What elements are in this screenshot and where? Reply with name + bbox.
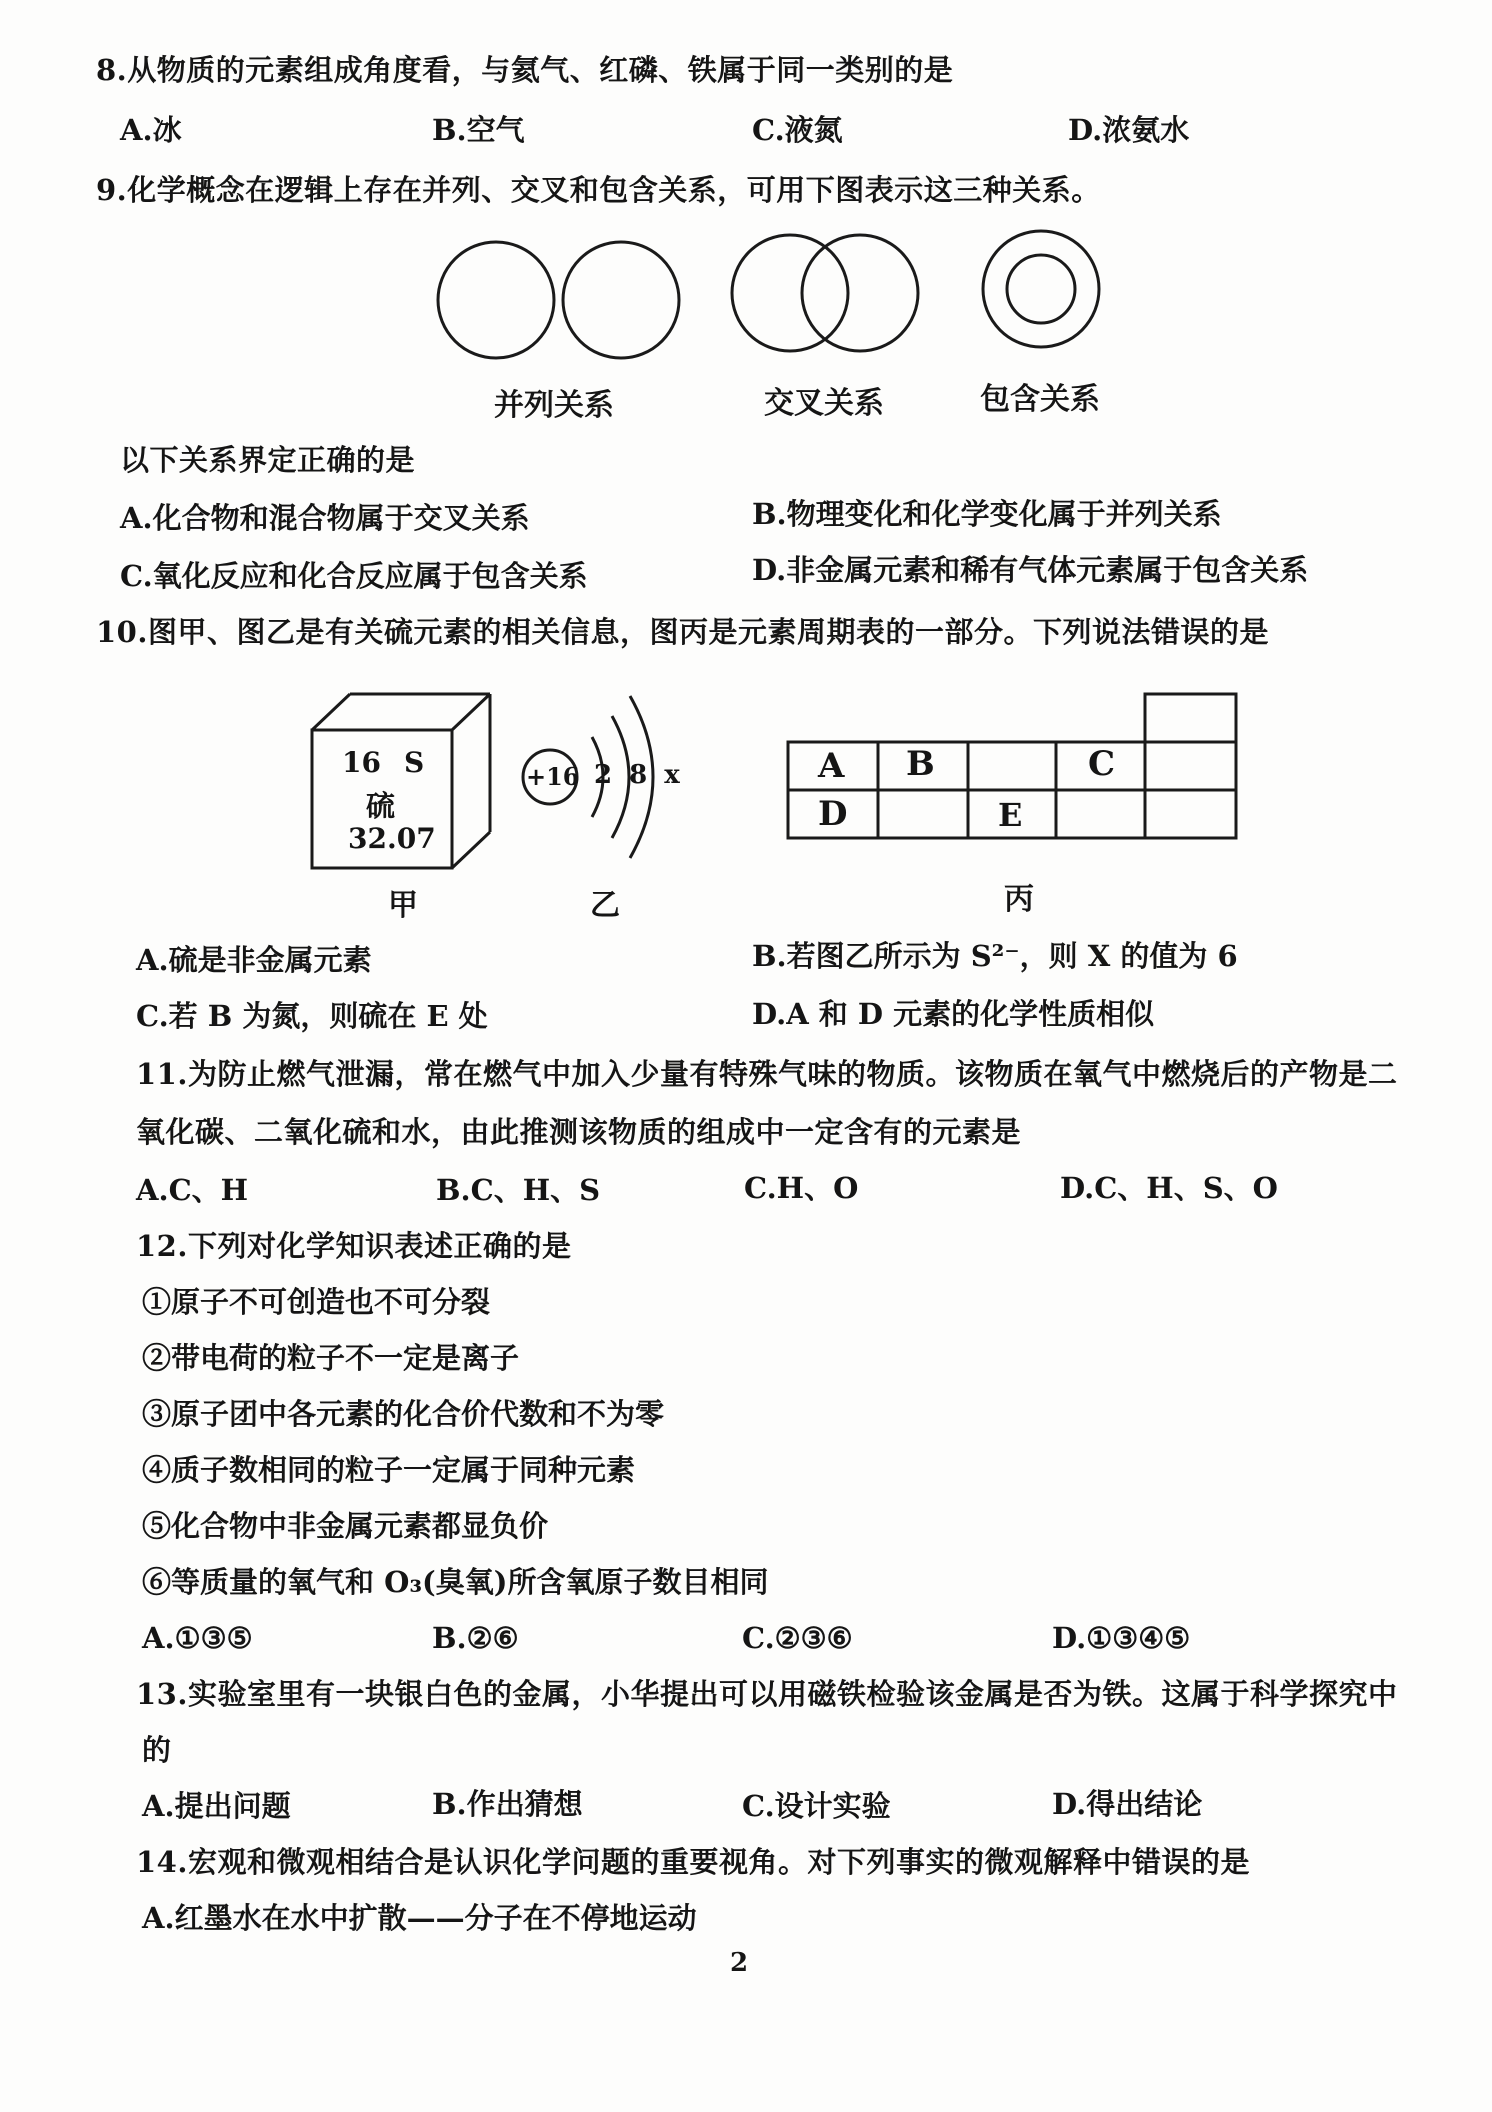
q9-option-b: B.物理变化和化学变化属于并列关系 [752, 497, 1222, 531]
element-mass: 32.07 [348, 822, 436, 855]
q12-statement-5: ⑤化合物中非金属元素都显负价 [142, 1509, 549, 1543]
figure-label-yi: 乙 [590, 888, 620, 923]
q8-option-c: C.液氮 [752, 113, 843, 147]
cell-e: E [998, 796, 1023, 834]
q8-stem: 8.从物质的元素组成角度看，与氦气、红磷、铁属于同一类别的是 [96, 53, 954, 87]
contain-circle-inner [1007, 255, 1075, 323]
q10-option-a: A.硫是非金属元素 [136, 943, 372, 977]
q14-option-a: A.红墨水在水中扩散——分子在不停地运动 [142, 1901, 697, 1935]
q9-option-a: A.化合物和混合物属于交叉关系 [120, 501, 530, 535]
q9-prompt: 以下关系界定正确的是 [120, 443, 416, 477]
q11-option-c: C.H、O [744, 1171, 859, 1205]
intersect-circle-left [732, 235, 848, 351]
figure-label-bing: 丙 [1004, 882, 1034, 917]
parallel-circle-left [438, 242, 554, 358]
intersect-circle-right [802, 235, 918, 351]
q9-option-d: D.非金属元素和稀有气体元素属于包含关系 [752, 553, 1309, 587]
q10-option-c: C.若 B 为氮，则硫在 E 处 [136, 999, 488, 1033]
q13-stem-line1: 13.实验室里有一块银白色的金属，小华提出可以用磁铁检验该金属是否为铁。这属于科学探究中 [136, 1677, 1398, 1711]
label-contain: 包含关系 [980, 382, 1100, 417]
label-parallel: 并列关系 [494, 388, 614, 423]
element-number: 16 [342, 746, 381, 779]
element-name: 硫 [366, 789, 396, 823]
q13-option-d: D.得出结论 [1052, 1787, 1203, 1821]
contain-circle-outer [983, 231, 1099, 347]
q11-option-d: D.C、H、S、O [1060, 1171, 1278, 1205]
q8-option-b: B.空气 [432, 113, 525, 147]
q12-option-b: B.②⑥ [432, 1621, 519, 1655]
q10-option-d: D.A 和 D 元素的化学性质相似 [752, 997, 1155, 1031]
parallel-circle-right [563, 242, 679, 358]
q12-statement-2: ②带电荷的粒子不一定是离子 [142, 1341, 520, 1375]
q12-statement-4: ④质子数相同的粒子一定属于同种元素 [142, 1453, 636, 1487]
q8-option-a: A.冰 [120, 113, 182, 147]
cell-d: D [818, 794, 848, 834]
q14-stem: 14.宏观和微观相结合是认识化学问题的重要视角。对下列事实的微观解释中错误的是 [136, 1845, 1250, 1879]
q12-statement-3: ③原子团中各元素的化合价代数和不为零 [142, 1397, 665, 1431]
electron-shells: 2 8 x [594, 760, 684, 790]
q13-option-c: C.设计实验 [742, 1789, 891, 1823]
element-symbol: S [404, 746, 425, 779]
q12-option-a: A.①③⑤ [142, 1621, 253, 1655]
q12-statement-1: ①原子不可创造也不可分裂 [142, 1285, 491, 1319]
q12-statement-6: ⑥等质量的氧气和 O₃(臭氧)所含氧原子数目相同 [142, 1565, 769, 1599]
q11-option-a: A.C、H [136, 1173, 249, 1207]
q11-stem-line1: 11.为防止燃气泄漏，常在燃气中加入少量有特殊气味的物质。该物质在氧气中燃烧后的产物是二 [136, 1057, 1398, 1091]
q12-option-c: C.②③⑥ [742, 1621, 853, 1655]
page-number: 2 [730, 1948, 749, 1978]
q12-stem: 12.下列对化学知识表述正确的是 [136, 1229, 572, 1263]
figure-label-jia: 甲 [388, 888, 418, 923]
q11-stem-line2: 氧化碳、二氧化硫和水，由此推测该物质的组成中一定含有的元素是 [136, 1115, 1022, 1149]
q13-stem-line2: 的 [142, 1733, 172, 1767]
cell-a: A [818, 746, 845, 786]
q8-option-d: D.浓氨水 [1068, 113, 1190, 147]
cell-c: C [1088, 744, 1116, 784]
q13-option-b: B.作出猜想 [432, 1787, 583, 1821]
q9-option-c: C.氧化反应和化合反应属于包含关系 [120, 559, 588, 593]
cell-b: B [906, 744, 935, 784]
q9-stem: 9.化学概念在逻辑上存在并列、交叉和包含关系，可用下图表示这三种关系。 [96, 173, 1101, 207]
q11-option-b: B.C、H、S [436, 1173, 601, 1207]
label-intersect: 交叉关系 [764, 386, 884, 421]
q13-option-a: A.提出问题 [142, 1789, 291, 1823]
q12-option-d: D.①③④⑤ [1052, 1621, 1191, 1655]
q10-stem: 10.图甲、图乙是有关硫元素的相关信息，图丙是元素周期表的一部分。下列说法错误的是 [96, 615, 1269, 649]
q10-option-b: B.若图乙所示为 S²⁻，则 X 的值为 6 [752, 939, 1238, 973]
nucleus-charge: +16 [526, 762, 580, 791]
